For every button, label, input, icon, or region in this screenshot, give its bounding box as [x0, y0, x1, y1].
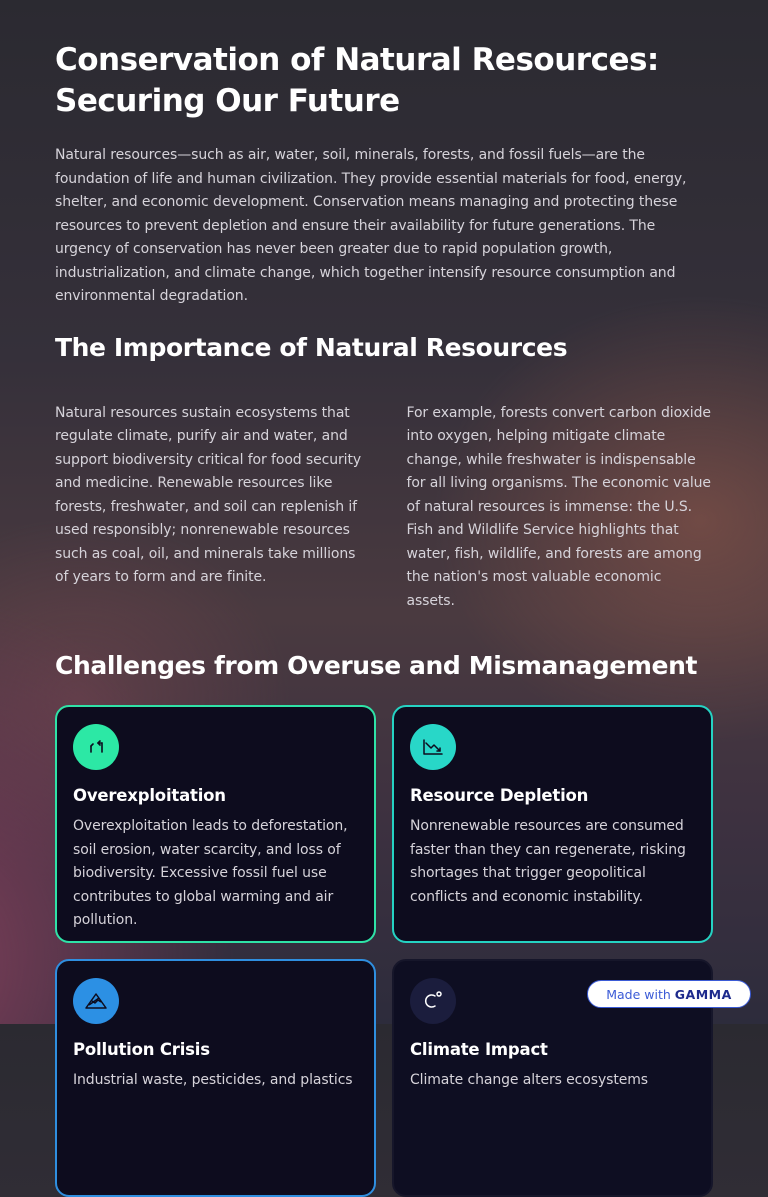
- title-line-1: Conservation of Natural Resources:: [55, 42, 659, 78]
- mountain-icon: [73, 978, 119, 1024]
- card-title: Overexploitation: [73, 786, 226, 805]
- challenges-heading: Challenges from Overuse and Mismanagement: [55, 651, 698, 680]
- made-with-gamma-badge[interactable]: [587, 980, 751, 1008]
- badge-prefix: Made with: [606, 986, 671, 1002]
- card-body: Overexploitation leads to deforestation, soil erosion, water scarcity, and loss of biodiversity. Excessive fossil fuel use contributes to global warming and air pollution.: [73, 818, 348, 928]
- importance-column-left: Natural resources sustain ecosystems that regulate climate, purify air and water, and support biodiversity critical for food security and medicine. Renewable resources like forests, freshwater, and soil can replenish if used responsibly; nonrenewable resources such as coal, oil, and minerals take millions of years to form and are finite.: [55, 404, 362, 585]
- gamma-logo: GAMMA: [674, 986, 732, 1002]
- importance-column-right: For example, forests convert carbon dioxide into oxygen, helping mitigate climate change, while freshwater is indispensable for all living organisms. The economic value of natural resources is immense: the U.S. Fish and Wildlife Service highlights that water, fish, wildlife, and forests are among the nation's most valuable economic assets.: [406, 404, 711, 609]
- celsius-icon: [410, 978, 456, 1024]
- card-title: Climate Impact: [410, 1040, 548, 1059]
- card-title: Resource Depletion: [410, 786, 589, 805]
- declining-chart-icon: [410, 724, 456, 770]
- split-arrows-icon: [73, 724, 119, 770]
- card-title: Pollution Crisis: [73, 1040, 210, 1059]
- card-body: Industrial waste, pesticides, and plastics: [73, 1072, 353, 1088]
- document: [55, 40, 713, 1197]
- importance-heading: The Importance of Natural Resources: [55, 332, 568, 362]
- importance-columns: [55, 402, 713, 614]
- page-title: [55, 40, 713, 122]
- card-resource-depletion: [392, 705, 713, 943]
- intro-paragraph: Natural resources—such as air, water, soil, minerals, forests, and fossil fuels—are the foundation of life and human civilization. They provide essential materials for food, energy, shelter, and economic development. Conservation means managing and protecting these resources to prevent depletion and ensure their availability for future generations. The urgency of conservation has never been greater due to rapid population growth, industrialization, and climate change, which together intensify resource consumption and environmental degradation.: [55, 147, 687, 304]
- challenge-cards: [55, 705, 713, 1197]
- card-overexploitation: [55, 705, 376, 943]
- card-body: Nonrenewable resources are consumed faster than they can regenerate, risking shortages that trigger geopolitical conflicts and economic instability.: [410, 818, 686, 905]
- card-pollution-crisis: [55, 959, 376, 1197]
- title-line-2: Securing Our Future: [55, 83, 400, 119]
- card-body: Climate change alters ecosystems: [410, 1072, 648, 1088]
